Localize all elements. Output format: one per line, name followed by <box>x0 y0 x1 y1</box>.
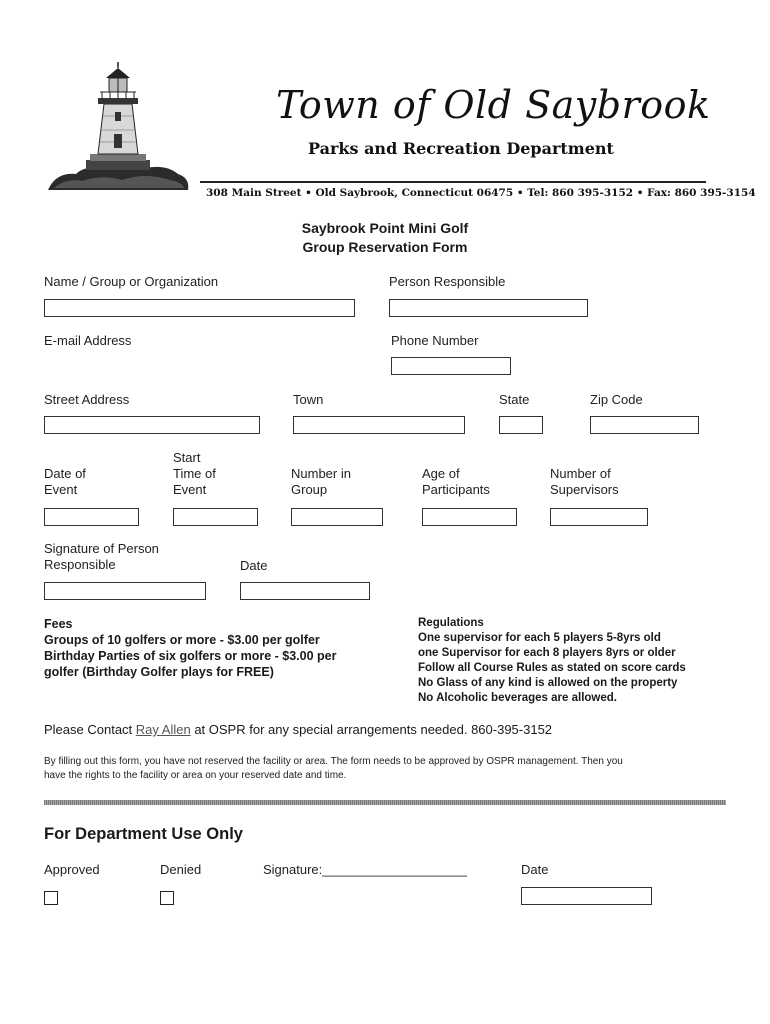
regulations-section <box>418 616 718 706</box>
number-group-label <box>291 466 351 498</box>
sig-date-input[interactable] <box>240 582 370 600</box>
contact-link[interactable]: Ray Allen <box>135 722 191 737</box>
town-input[interactable] <box>293 416 465 434</box>
regulation-item: one Supervisor for each 8 players 8yrs or older <box>418 647 676 659</box>
signature-label-l2: Responsible <box>44 557 116 572</box>
form-title-line1: Saybrook Point Mini Golf <box>301 220 469 236</box>
regulation-item: Follow all Course Rules as stated on score cards <box>418 662 686 674</box>
dept-signature-label: Signature:____________________ <box>263 862 467 877</box>
regulation-item: No Glass of any kind is allowed on the property <box>418 677 678 689</box>
header-rule <box>200 181 706 183</box>
approved-checkbox[interactable] <box>44 891 58 905</box>
start-time-label-l1: Start <box>173 450 201 465</box>
street-label: Street Address <box>44 392 130 407</box>
start-time-label-l2: Time of <box>173 466 216 481</box>
number-group-label-l1: Number in <box>291 466 351 481</box>
fees-heading: Fees <box>44 617 73 631</box>
department-name: Parks and Recreation Department <box>308 139 614 158</box>
regulations-heading: Regulations <box>418 617 484 629</box>
number-group-label-l2: Group <box>291 482 328 497</box>
signature-label <box>44 541 159 573</box>
address-line: 308 Main Street • Old Saybrook, Connecticut 06475 • Tel: 860 395-3152 • Fax: 860 395-3154 <box>206 187 756 199</box>
person-responsible-input[interactable] <box>389 299 588 317</box>
street-input[interactable] <box>44 416 260 434</box>
denied-label: Denied <box>160 862 202 877</box>
signature-input[interactable] <box>44 582 206 600</box>
fees-line2: Birthday Parties of six golfers or more - $3.00 per <box>44 649 337 663</box>
contact-prefix: Please Contact <box>44 722 136 737</box>
event-date-label-l2: Event <box>44 482 78 497</box>
state-label: State <box>499 392 530 407</box>
fees-section <box>44 616 384 680</box>
fees-line3: golfer (Birthday Golfer plays for FREE) <box>44 665 274 679</box>
phone-input[interactable] <box>391 357 511 375</box>
supervisors-label-l1: Number of <box>550 466 611 481</box>
signature-label-l1: Signature of Person <box>44 541 159 556</box>
regulation-item: One supervisor for each 5 players 5-8yrs old <box>418 632 661 644</box>
supervisors-label <box>550 466 619 498</box>
dept-date-input[interactable] <box>521 887 652 905</box>
name-group-input[interactable] <box>44 299 355 317</box>
contact-suffix: at OSPR for any special arrangements needed. 860-395-3152 <box>190 722 553 737</box>
contact-line <box>44 722 552 737</box>
name-group-label: Name / Group or Organization <box>44 274 219 289</box>
start-time-label-l3: Event <box>173 482 207 497</box>
dept-date-label: Date <box>521 862 549 877</box>
form-title-line2: Group Reservation Form <box>302 239 468 255</box>
supervisors-label-l2: Supervisors <box>550 482 619 497</box>
disclaimer <box>44 755 734 783</box>
number-group-input[interactable] <box>291 508 383 526</box>
email-input[interactable] <box>44 355 344 377</box>
town-label: Town <box>293 392 324 407</box>
disclaimer-line1: By filling out this form, you have not reserved the facility or area. The form needs to be approved by OSPR management. Then you <box>44 756 623 767</box>
event-date-label <box>44 466 86 498</box>
event-date-input[interactable] <box>44 508 139 526</box>
disclaimer-line2: have the rights to the facility or area on your reserved date and time. <box>44 770 347 781</box>
start-time-label <box>173 450 216 498</box>
lighthouse-icon <box>46 60 192 196</box>
event-date-label-l1: Date of <box>44 466 86 481</box>
department-use-heading: For Department Use Only <box>44 825 243 843</box>
person-responsible-label: Person Responsible <box>389 274 506 289</box>
denied-checkbox[interactable] <box>160 891 174 905</box>
sig-date-label: Date <box>240 558 268 573</box>
start-time-input[interactable] <box>173 508 258 526</box>
age-label-l2: Participants <box>422 482 490 497</box>
fees-line1: Groups of 10 golfers or more - $3.00 per golfer <box>44 633 320 647</box>
email-label: E-mail Address <box>44 333 132 348</box>
age-label <box>422 466 490 498</box>
town-title: Town of Old Saybrook <box>276 83 711 127</box>
approved-label: Approved <box>44 862 100 877</box>
age-input[interactable] <box>422 508 517 526</box>
lighthouse-logo <box>46 60 192 196</box>
zip-label: Zip Code <box>590 392 643 407</box>
state-input[interactable] <box>499 416 543 434</box>
zip-input[interactable] <box>590 416 699 434</box>
supervisors-input[interactable] <box>550 508 648 526</box>
form-title <box>235 219 535 257</box>
regulation-item: No Alcoholic beverages are allowed. <box>418 692 617 704</box>
age-label-l1: Age of <box>422 466 460 481</box>
section-divider <box>44 800 726 805</box>
phone-label: Phone Number <box>391 333 479 348</box>
